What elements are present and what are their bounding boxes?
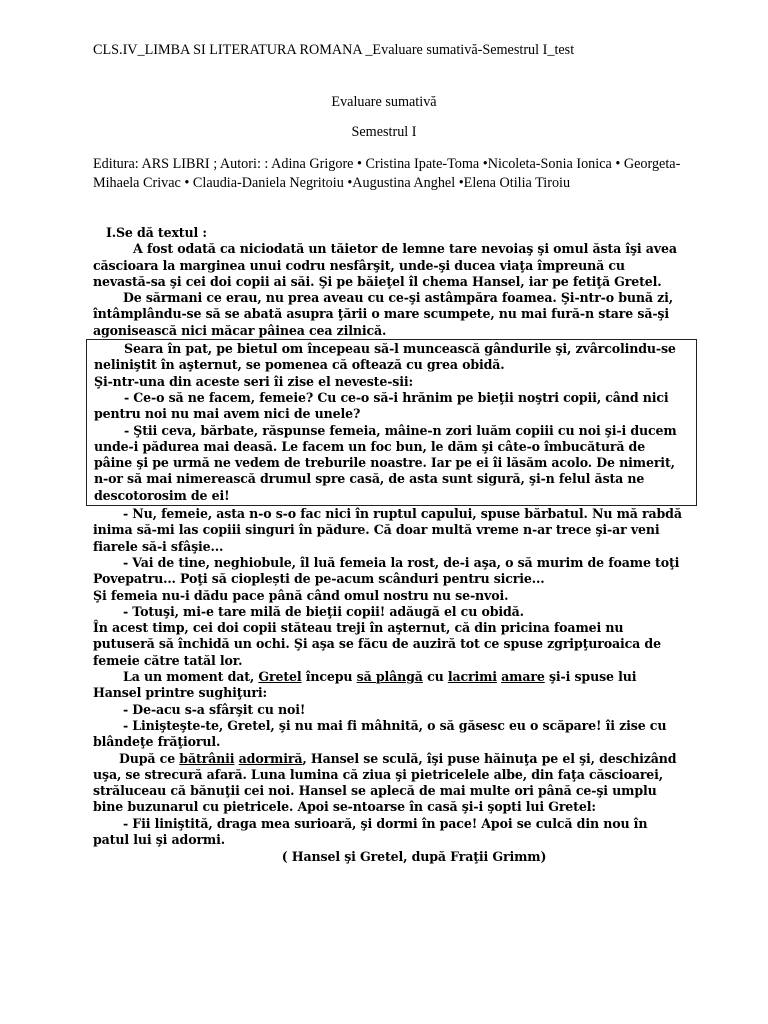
paragraph-11 (93, 751, 683, 816)
text-source: ( Hansel şi Gretel, după Fraţii Grimm) (281, 849, 547, 865)
p8-text-b: începu (301, 669, 357, 685)
boxed-fragment (86, 339, 697, 506)
paragraph-7: În acest timp, cei doi copii stăteau treji în aşternut, că din pricina foamei nu putuseră să închidă un ochi. Şi aşa se făcu de auziră tot ce spuse zgripţuroaica de femeie către tatăl lor. (93, 620, 661, 668)
underlined-sa-planga: să plângă (356, 669, 423, 685)
publisher-authors: Editura: ARS LIBRI ; Autori: : Adina Grigore • Cristina Ipate-Toma •Nicoleta-Sonia Ionica • Georgeta-Mihaela Crivac • Claudia-Daniela Negritoiu •Augustina Anghel •Elena Otilia Tiroiu (93, 156, 681, 191)
document-title: Evaluare sumativă (331, 94, 437, 110)
paragraph-10: - Linişteşte-te, Gretel, şi nu mai fi mâhnită, o să găsesc eu o scăpare! îi zise cu blândeţe frăţiorul. (93, 717, 667, 750)
section-heading: I.Se dă textul : (106, 225, 207, 240)
paragraph-3: - Nu, femeie, asta n-o s-o fac nici în ruptul capului, spuse bărbatul. Nu mă rabdă inima să-mi las copiii singuri în pădure. Că doar multă vreme n-ar trece şi-ar veni fiarele să-i sfâşie... (93, 506, 682, 554)
p8-text-a: La un moment dat, (123, 669, 259, 685)
p8-text-e: şi-i spuse lui Hansel printre sughiţuri: (93, 669, 637, 701)
underlined-adormira: adormiră (238, 750, 303, 766)
paragraph-6: - Totuşi, mi-e tare milă de bieţii copii! adăugă el cu obidă. (123, 603, 524, 619)
underlined-batranii: bătrânii (179, 750, 235, 766)
p11-text-a: După ce (119, 750, 180, 766)
boxed-paragraph-2: Şi-ntr-una din aceste seri îi zise el neveste-sii: (94, 373, 413, 389)
paragraph-9: - De-acu s-a sfârşit cu noi! (123, 701, 306, 717)
boxed-paragraph-4: - Ştii ceva, bărbate, răspunse femeia, mâine-n zori luăm copiii cu noi şi-i ducem unde-i pădurea mai deasă. Le facem un foc bun, le dăm şi câte-o îmbucătură de pâine şi pe urmă ne vedem de treburile noastre. Iar pe ei îi lăsăm acolo. De nimerit, n-or să mai nimerească drumul spre casă, de asta sunt sigură, şi-n felul ăsta ne descotorosim de ei! (94, 422, 677, 503)
paragraph-12: - Fii liniştită, draga mea surioară, şi dormi în pace! Apoi se culcă din nou în patul lui şi adormi. (93, 815, 648, 847)
p8-text-c: cu (422, 669, 448, 685)
paragraph-5: Şi femeia nu-i dădu pace până când omul nostru nu se-nvoi. (93, 587, 509, 603)
boxed-paragraph-3: - Ce-o să ne facem, femeie? Cu ce-o să-i hrănim pe bieţii noştri copii, când nici pentru noi nu mai avem nici de unele? (94, 389, 669, 422)
p11-text-c: , Hansel se sculă, îşi puse hăinuţa pe el şi, deschizând uşa, se strecură afară. Luna lumina că ziua şi pietricelele albe, din faţa căscioarei, străluceau că bănuţii cei noi. Hansel se aplecă de mai multe ori până ce-şi umplu bine buzunarul cu pietricele. Apoi se-ntoarse în casă şi-i şopti lui Gretel: (93, 750, 677, 815)
document-subtitle: Semestrul I (351, 124, 417, 140)
underlined-amare: amare (501, 669, 545, 685)
paragraph-8 (93, 669, 683, 702)
document-header: CLS.IV_LIMBA SI LITERATURA ROMANA _Evaluare sumativă-Semestrul I_test (93, 42, 575, 58)
text-body (93, 225, 683, 866)
underlined-lacrimi: lacrimi (447, 669, 497, 685)
paragraph-2: De sărmani ce erau, nu prea aveau cu ce-şi astâmpăra foamea. Şi-ntr-o bună zi, întâmplându-se să se abată asupra ţării o mare scumpete, nu mai fură-n stare să-şi agonisească nici măcar pâinea cea zilnică. (93, 290, 674, 338)
paragraph-4: - Vai de tine, neghiobule, îl luă femeia la rost, de-i aşa, o să murim de foame toţi Povepatru... Poţi să cioplești de pe-acum scânduri pentru sicrie... (93, 554, 680, 587)
boxed-paragraph-1: Seara în pat, pe bietul om începeau să-l muncească gândurile şi, zvârcolindu-se neliniştit în aşternut, se pomenea că oftează cu grea obidă. (94, 341, 676, 373)
underlined-gretel: Gretel (258, 669, 302, 685)
paragraph-1: A fost odată ca niciodată un tăietor de lemne tare nevoiaş şi omul ăsta îşi avea căscioara la marginea unui codru nesfârşit, unde-şi ducea viaţa împreună cu nevastă-sa şi cei doi copii ai săi. Şi pe băieţel îl chema Hansel, iar pe fetiţă Gretel. (93, 241, 677, 289)
